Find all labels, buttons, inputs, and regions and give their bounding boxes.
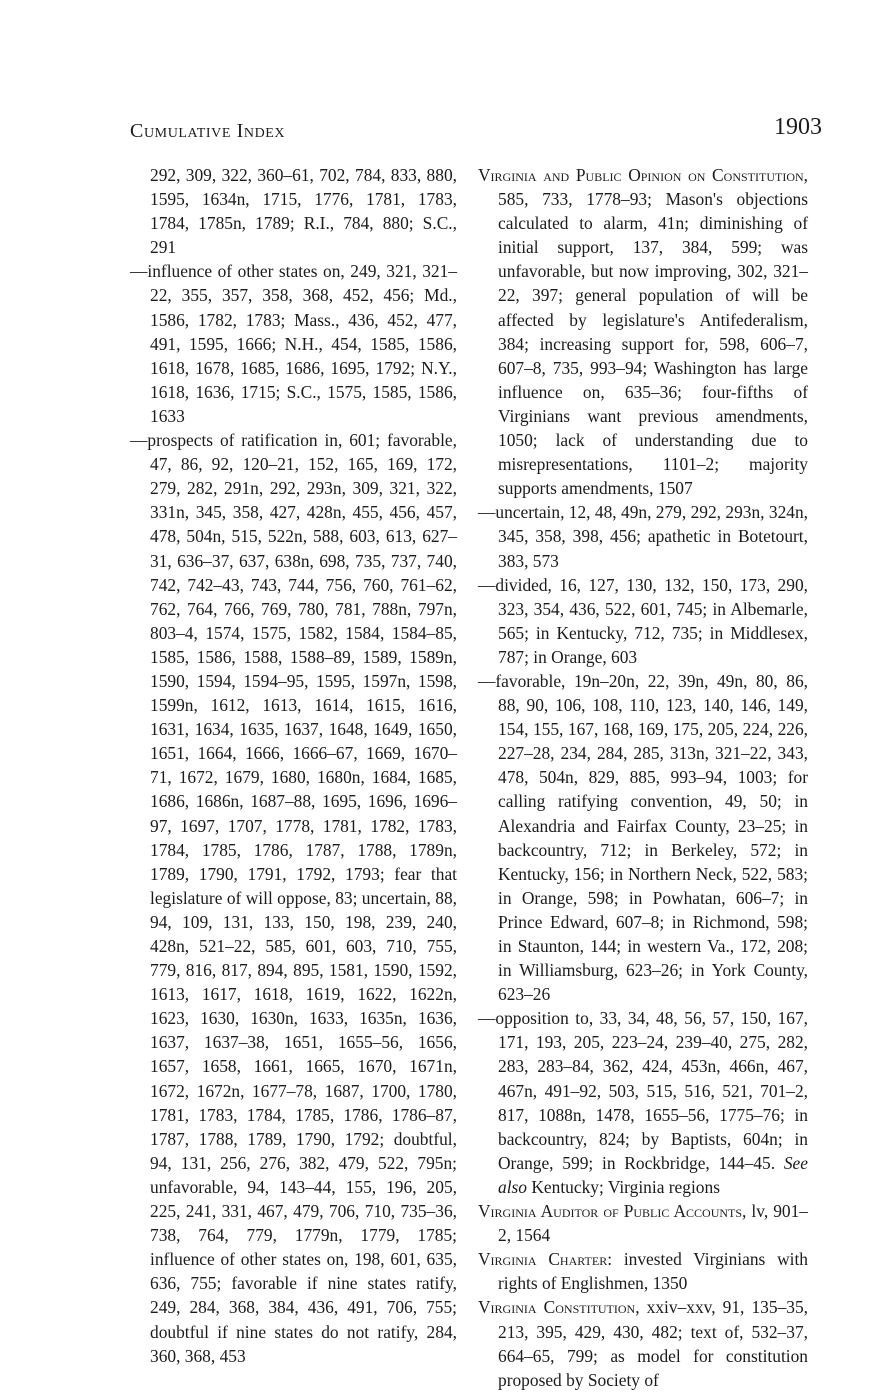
index-entry	[130, 428, 457, 1368]
entry-text: —favorable, 19n–20n, 22, 39n, 49n, 80, 86, 88, 90, 106, 108, 110, 123, 140, 146, 149, 154, 155, 167, 168, 169, 175, 205, 224, 226, 227–28, 234, 284, 285, 313n, 321–22, 343, 478, 504n, 829, 885, 993–94, 1003; for calling ratifying convention, 49, 50; in Alexandria and Fairfax County, 23–25; in backcountry, 712; in Berkeley, 572; in Kentucky, 156; in Northern Neck, 522, 583; in Orange, 598; in Powhatan, 606–7; in Prince Edward, 607–8; in Richmond, 598; in Staunton, 144; in western Va., 172, 208; in Williamsburg, 623–26; in York County, 623–26	[478, 670, 808, 1005]
index-entry	[478, 163, 808, 500]
index-entry	[478, 1247, 808, 1295]
entry-text: —uncertain, 12, 48, 49n, 279, 292, 293n, 324n, 345, 358, 398, 456; apathetic in Botetourt, 383, 573	[478, 502, 808, 571]
entry-text: 292, 309, 322, 360–61, 702, 784, 833, 880, 1595, 1634n, 1715, 1776, 1781, 1783, 1784, 1785n, 1789; R.I., 784, 880; S.C., 291	[150, 165, 457, 258]
entry-text: —influence of other states on, 249, 321, 321–22, 355, 357, 358, 368, 452, 456; Md., 1586, 1782, 1783; Mass., 436, 452, 477, 491, 1595, 1666; N.H., 454, 1585, 1586, 1618, 1678, 1685, 1686, 1695, 1792; N.Y., 1618, 1636, 1715; S.C., 1575, 1585, 1586, 1633	[130, 261, 457, 426]
index-entry	[130, 163, 457, 259]
entry-text: invested Virginians with rights of Englishmen, 1350	[498, 1249, 808, 1294]
index-entry	[478, 669, 808, 1006]
entry-text: xxiv–xxv, 91, 135–35, 213, 395, 429, 430, 482; text of, 532–37, 664–65, 799; as model for constitution proposed by Society of	[498, 1297, 808, 1390]
index-entry	[478, 1199, 808, 1247]
entry-text: —opposition to, 33, 34, 48, 56, 57, 150, 167, 171, 193, 205, 223–24, 239–40, 275, 282, 283, 283–84, 362, 424, 453n, 466n, 467, 467n, 491–92, 503, 515, 516, 521, 701–2, 817, 1088n, 1478, 1655–56, 1775–76; in backcountry, 824; by Baptists, 604n; in Orange, 599; in Rockbridge, 144–45.	[478, 1008, 808, 1173]
page-header	[130, 114, 822, 146]
entry-text: —divided, 16, 127, 130, 132, 150, 173, 290, 323, 354, 436, 522, 601, 745; in Albemarle, 565; in Kentucky, 712, 735; in Middlesex, 787; in Orange, 603	[478, 574, 808, 667]
entry-heading: Virginia Constitution,	[478, 1297, 640, 1318]
running-title: Cumulative Index	[130, 120, 286, 142]
entry-text-tail: Kentucky; Virginia regions	[527, 1176, 720, 1197]
index-entry	[478, 500, 808, 572]
entry-text: lv, 901–2, 1564	[498, 1201, 808, 1246]
index-entry	[478, 1295, 808, 1391]
index-entry	[478, 573, 808, 669]
index-entry	[130, 259, 457, 428]
entry-heading: Virginia Auditor of Public Accounts,	[478, 1201, 747, 1222]
entry-heading: Virginia Charter:	[478, 1249, 613, 1270]
see-also-reference: See also	[498, 1152, 808, 1197]
page-number: 1903	[774, 114, 822, 140]
left-column	[130, 163, 457, 1368]
entry-text: —prospects of ratification in, 601; favorable, 47, 86, 92, 120–21, 152, 165, 169, 172, 279, 282, 291n, 292, 293n, 309, 321, 322, 331n, 345, 358, 427, 428n, 455, 456, 457, 478, 504n, 515, 522n, 588, 603, 613, 627–31, 636–37, 637, 638n, 698, 735, 737, 740, 742, 742–43, 743, 744, 756, 760, 761–62, 762, 764, 766, 769, 780, 781, 788n, 797n, 803–4, 1574, 1575, 1582, 1584, 1584–85, 1585, 1586, 1588, 1588–89, 1589, 1589n, 1590, 1594, 1594–95, 1595, 1597n, 1598, 1599n, 1612, 1613, 1614, 1615, 1616, 1631, 1634, 1635, 1637, 1648, 1649, 1650, 1651, 1664, 1666, 1666–67, 1669, 1670–71, 1672, 1679, 1680, 1680n, 1684, 1685, 1686, 1686n, 1687–88, 1695, 1696, 1696–97, 1697, 1707, 1778, 1781, 1782, 1783, 1784, 1785, 1786, 1787, 1788, 1789n, 1789, 1790, 1791, 1792, 1793; fear that legislature of will oppose, 83; uncertain, 88, 94, 109, 131, 133, 150, 198, 239, 240, 428n, 521–22, 585, 601, 603, 710, 755, 779, 816, 817, 894, 895, 1581, 1590, 1592, 1613, 1617, 1618, 1619, 1622, 1622n, 1623, 1630, 1630n, 1633, 1635n, 1636, 1637, 1637–38, 1651, 1655–56, 1656, 1657, 1658, 1661, 1665, 1670, 1671n, 1672, 1672n, 1677–78, 1687, 1700, 1780, 1781, 1783, 1784, 1785, 1786, 1786–87, 1787, 1788, 1789, 1790, 1792; doubtful, 94, 131, 256, 276, 382, 479, 522, 795n; unfavorable, 94, 143–44, 155, 196, 205, 225, 241, 331, 467, 479, 706, 710, 735–36, 738, 764, 779, 1779n, 1779, 1785; influence of other states on, 198, 601, 635, 636, 755; favorable if nine states ratify, 249, 284, 368, 384, 436, 491, 706, 755; doubtful if nine states do not ratify, 284, 360, 368, 453	[130, 430, 457, 1366]
entry-heading: Virginia and Public Opinion on Constitution,	[478, 165, 808, 185]
right-column	[478, 163, 808, 1392]
entry-text: 585, 733, 1778–93; Mason's objections calculated to alarm, 41n; diminishing of initial support, 137, 384, 599; was unfavorable, but now improving, 302, 321–22, 397; general population of will be affected by legislature's Antifederalism, 384; increasing support for, 598, 606–7, 607–8, 735, 993–94; Washington has large influence on, 635–36; four-fifths of Virginians want previous amendments, 1050; lack of understanding due to misrepresentations, 1101–2; majority supports amendments, 1507	[498, 189, 808, 499]
index-entry	[478, 1006, 808, 1199]
